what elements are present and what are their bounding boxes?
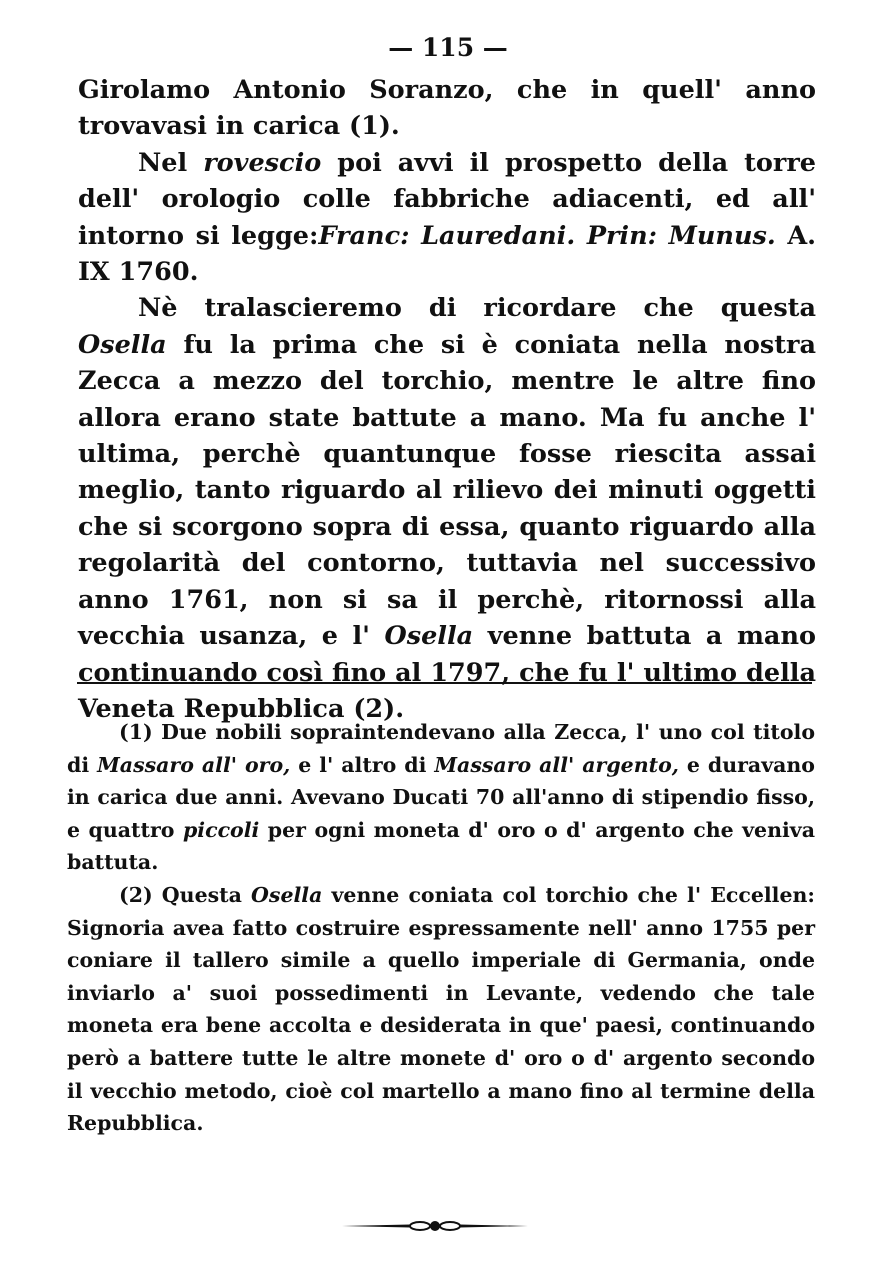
footnote-1: (1) Due nobili sopraintendevano alla Zecca, l' uno col titolo di Massaro all' oro, e l' altro di Massaro all' argento, e duravano in carica due anni. Avevano Ducati 70 all'anno di stipendio fisso, e quattro piccoli per ogni moneta d' oro o d' argento che veniva battuta. (67, 720, 815, 875)
italic-term: Osella (78, 329, 167, 360)
main-text (78, 72, 816, 727)
italic-term: rovescio (203, 147, 322, 178)
inscription: Franc: Lauredani. Prin: Munus. (318, 220, 776, 251)
paragraph-3: Nè tralascieremo di ricordare che questa Osella fu la prima che si è coniata nella nostra Zecca a mezzo del torchio, mentre le altre fino allora erano state battute a mano. Ma fu anche l' ultima, perchè quantunque fosse riescita assai meglio, tanto riguardo al rilievo dei minuti oggetti che si scorgono sopra di essa, quanto riguardo alla regolarità del contorno, tuttavia nel successivo anno 1761, non si sa il perchè, ritornossi alla vecchia usanza, e l' Osella venne battuta a mano continuando così fino al 1797, che fu l' ultimo della Veneta Repubblica (2). (78, 293, 816, 724)
paragraph-1: Girolamo Antonio Soranzo, che in quell' anno trovavasi in carica (1). (78, 75, 816, 142)
footnotes (67, 716, 815, 1140)
footnote-2: (2) Questa Osella venne coniata col torchio che l' Eccellen: Signoria avea fatto costruire espressamente nell' anno 1755 per coniare il tallero simile a quello imperiale di Germania, onde inviarlo a' suoi possedimenti in Levante, vedendo che tale moneta era bene accolta e desiderata in que' paesi, continuando però a battere tutte le altre monete d' oro o d' argento secondo il vecchio metodo, cioè col martello a mano fino al termine della Repubblica. (67, 882, 815, 1136)
tailpiece-ornament-icon (340, 1216, 530, 1236)
paragraph-2: Nel rovescio poi avvi il prospetto della torre dell' orologio colle fabbriche adiacenti, ed all' intorno si legge:Franc: Lauredani. Prin: Munus. A. IX 1760. (78, 147, 816, 288)
footnote-divider (77, 682, 812, 684)
page-number: — 115 — (388, 33, 508, 62)
italic-term: Osella (384, 621, 474, 652)
